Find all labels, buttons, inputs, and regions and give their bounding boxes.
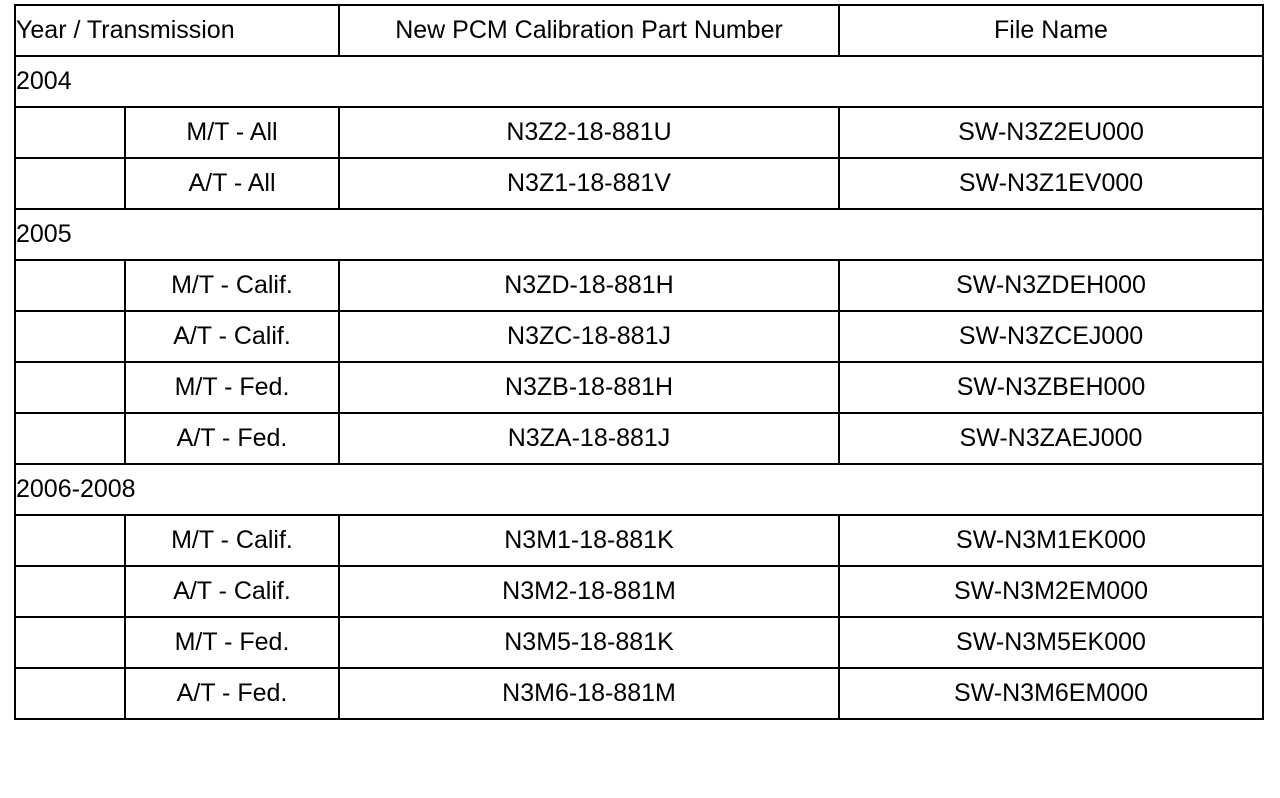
transmission-cell: A/T - Calif. [125, 566, 339, 617]
file-name-cell: SW-N3ZBEH000 [839, 362, 1263, 413]
table-row [15, 107, 1263, 158]
transmission-cell: A/T - All [125, 158, 339, 209]
part-number-cell: N3ZB-18-881H [339, 362, 839, 413]
transmission-cell: M/T - Calif. [125, 260, 339, 311]
header-row [15, 5, 1263, 56]
part-number-cell: N3M1-18-881K [339, 515, 839, 566]
year-label: 2004 [15, 56, 1263, 107]
table-row [15, 515, 1263, 566]
part-number-cell: N3ZD-18-881H [339, 260, 839, 311]
file-name-cell: SW-N3Z1EV000 [839, 158, 1263, 209]
table-row [15, 413, 1263, 464]
indent-cell [15, 260, 125, 311]
indent-cell [15, 617, 125, 668]
transmission-cell: M/T - Fed. [125, 617, 339, 668]
file-name-cell: SW-N3ZAEJ000 [839, 413, 1263, 464]
file-name-cell: SW-N3M6EM000 [839, 668, 1263, 719]
transmission-cell: A/T - Calif. [125, 311, 339, 362]
indent-cell [15, 566, 125, 617]
transmission-cell: M/T - Calif. [125, 515, 339, 566]
indent-cell [15, 362, 125, 413]
indent-cell [15, 158, 125, 209]
table-row [15, 668, 1263, 719]
header-year-transmission: Year / Transmission [15, 5, 339, 56]
indent-cell [15, 515, 125, 566]
transmission-cell: A/T - Fed. [125, 668, 339, 719]
file-name-cell: SW-N3M2EM000 [839, 566, 1263, 617]
header-file-name: File Name [839, 5, 1263, 56]
file-name-cell: SW-N3M5EK000 [839, 617, 1263, 668]
year-row [15, 209, 1263, 260]
table-row [15, 260, 1263, 311]
part-number-cell: N3Z1-18-881V [339, 158, 839, 209]
table-row [15, 566, 1263, 617]
indent-cell [15, 311, 125, 362]
file-name-cell: SW-N3Z2EU000 [839, 107, 1263, 158]
year-label: 2005 [15, 209, 1263, 260]
year-label: 2006-2008 [15, 464, 1263, 515]
transmission-cell: A/T - Fed. [125, 413, 339, 464]
table-row [15, 617, 1263, 668]
table-row [15, 362, 1263, 413]
transmission-cell: M/T - All [125, 107, 339, 158]
part-number-cell: N3Z2-18-881U [339, 107, 839, 158]
indent-cell [15, 668, 125, 719]
calibration-table [14, 4, 1264, 720]
part-number-cell: N3M2-18-881M [339, 566, 839, 617]
file-name-cell: SW-N3M1EK000 [839, 515, 1263, 566]
transmission-cell: M/T - Fed. [125, 362, 339, 413]
year-row [15, 56, 1263, 107]
part-number-cell: N3ZC-18-881J [339, 311, 839, 362]
table-row [15, 311, 1263, 362]
table-row [15, 158, 1263, 209]
file-name-cell: SW-N3ZCEJ000 [839, 311, 1263, 362]
part-number-cell: N3M6-18-881M [339, 668, 839, 719]
indent-cell [15, 107, 125, 158]
file-name-cell: SW-N3ZDEH000 [839, 260, 1263, 311]
header-part-number: New PCM Calibration Part Number [339, 5, 839, 56]
year-row [15, 464, 1263, 515]
indent-cell [15, 413, 125, 464]
part-number-cell: N3ZA-18-881J [339, 413, 839, 464]
part-number-cell: N3M5-18-881K [339, 617, 839, 668]
